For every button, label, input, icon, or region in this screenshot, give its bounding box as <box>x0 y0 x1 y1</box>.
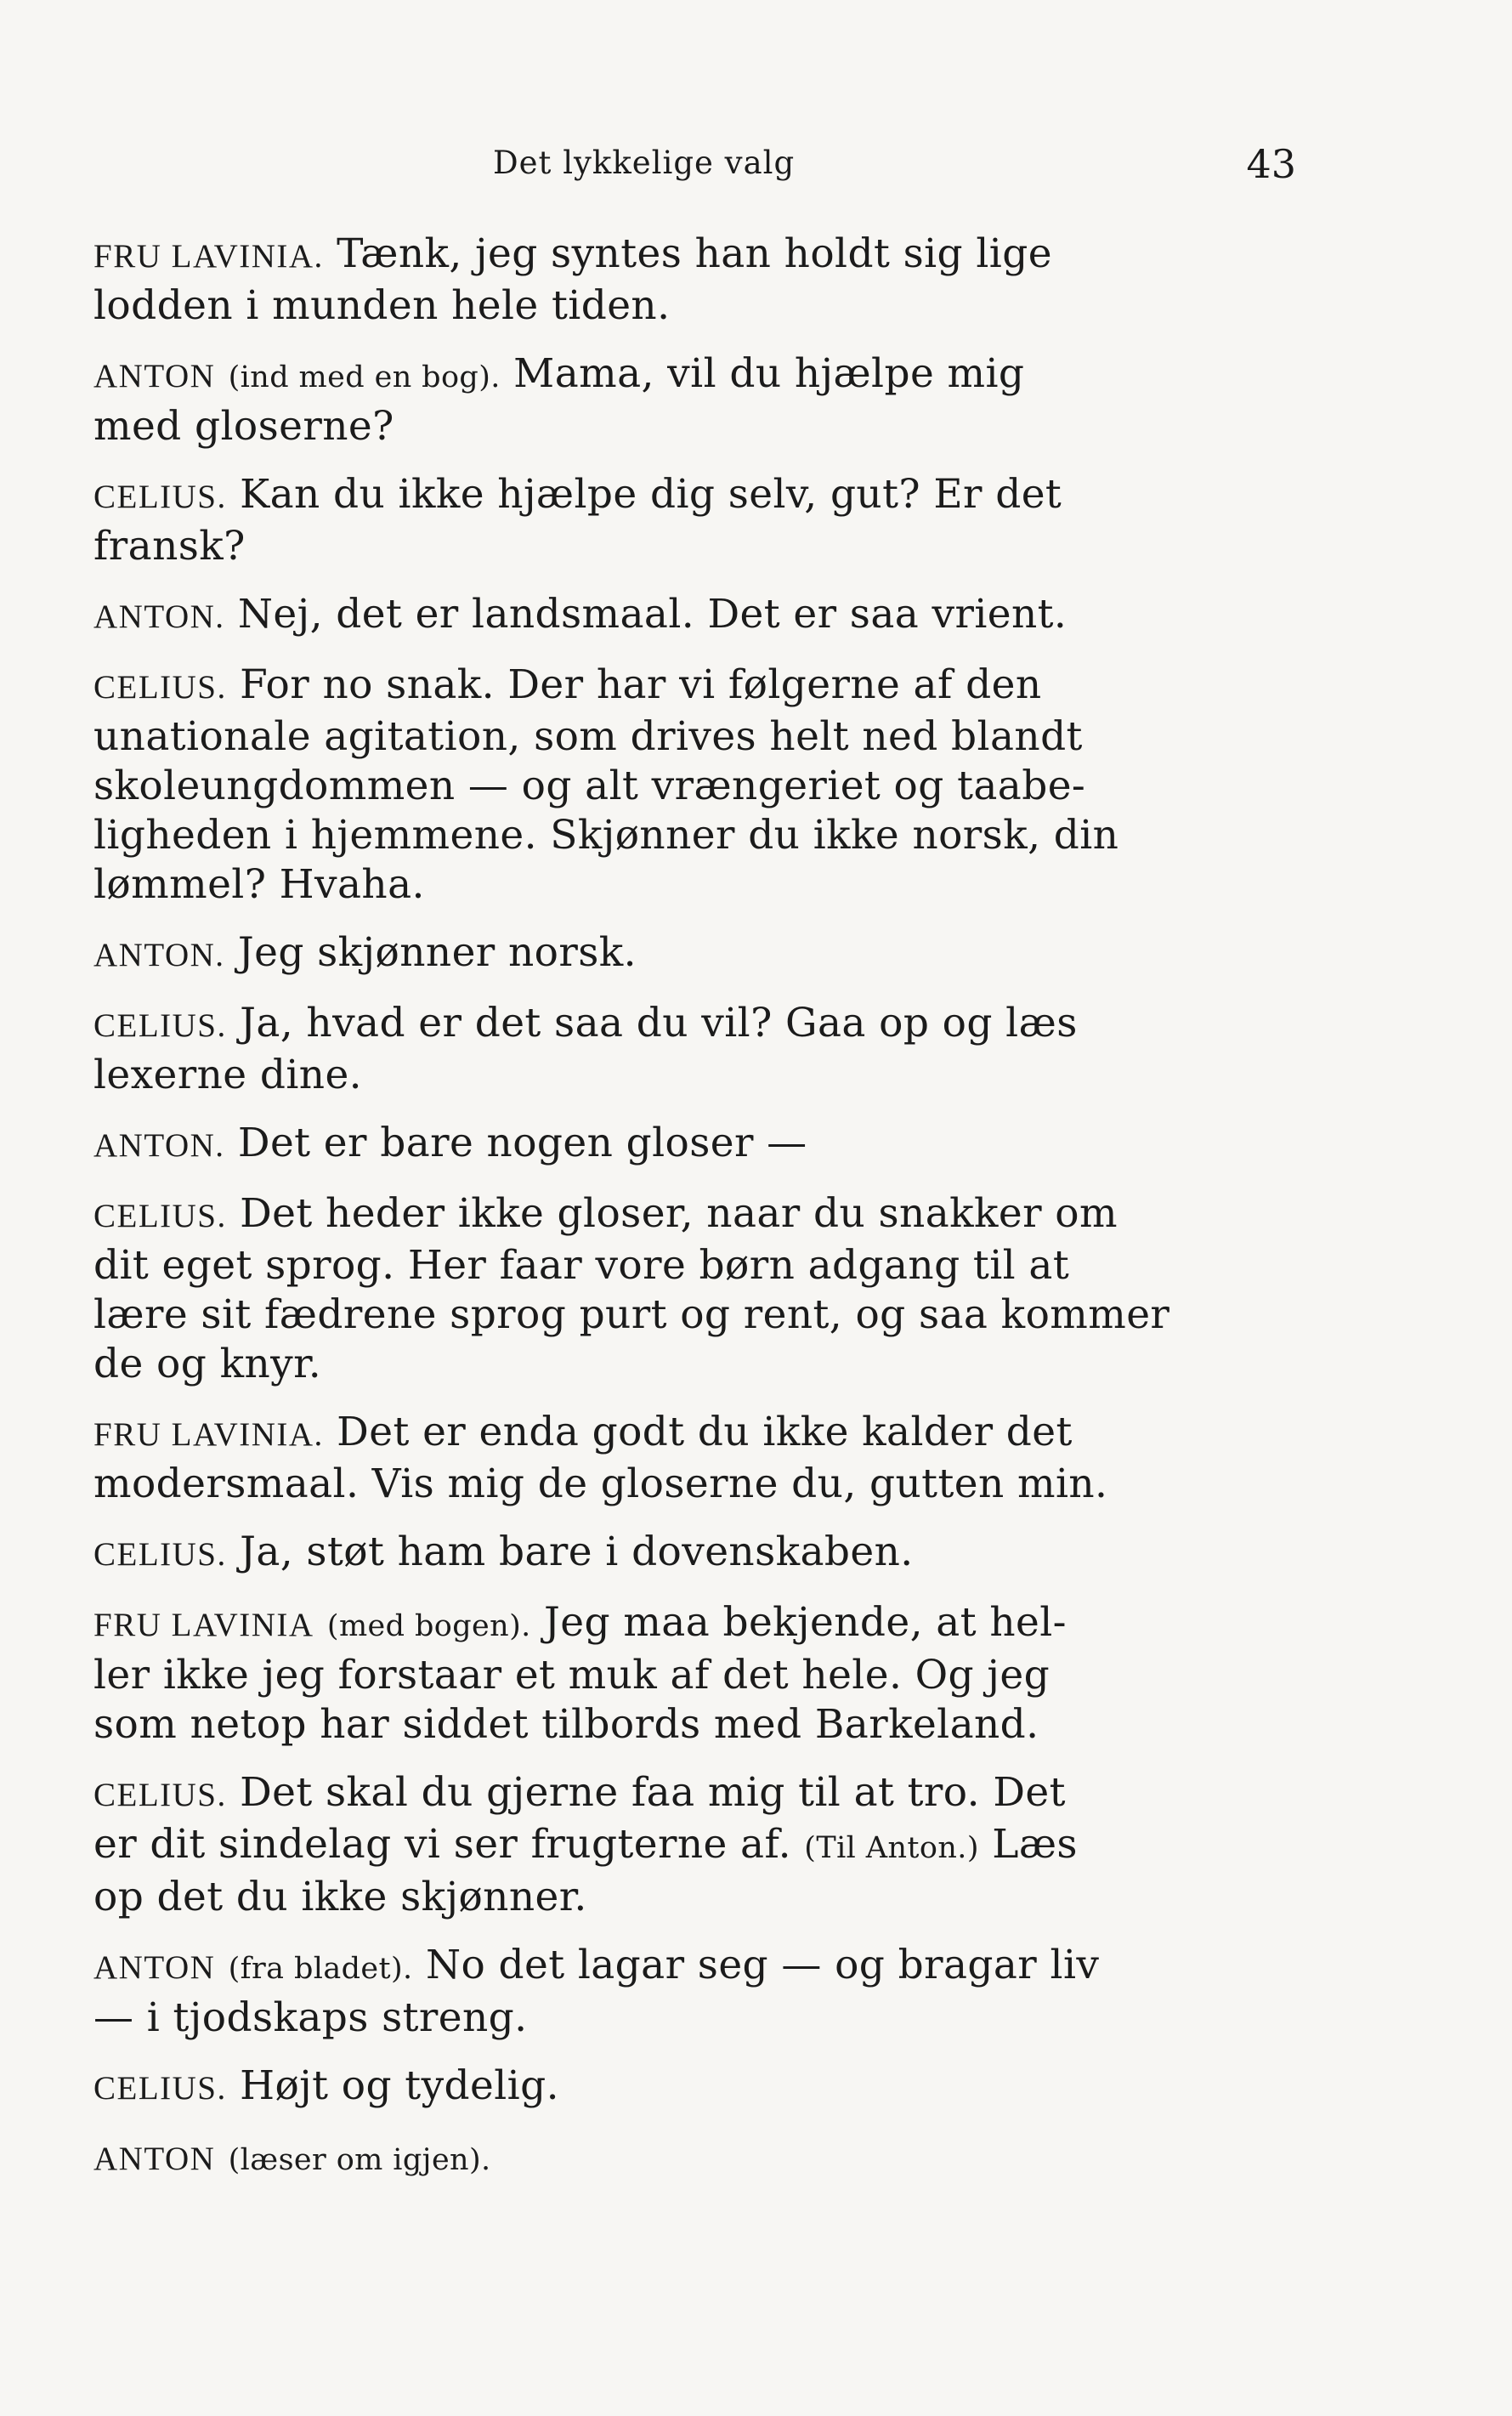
speech-text: Det skal du gjerne faa mig til at tro. Det <box>240 1769 1066 1816</box>
speech-text: Det er enda godt du ikke kalder det <box>337 1409 1073 1455</box>
speech <box>93 928 1300 980</box>
speaker-name: CELIUS. <box>93 1777 227 1813</box>
speech <box>93 1119 1300 1171</box>
speech-text: lodden i munden hele tiden. <box>93 282 671 329</box>
speech-text: No det lagar seg — og bragar liv <box>425 1942 1100 1988</box>
speech <box>93 1941 1300 2043</box>
speech-text: lære sit fædrene sprog purt og rent, og saa kommer <box>93 1291 1170 1338</box>
speech <box>93 1768 1300 1922</box>
speaker-name: ANTON <box>93 358 216 394</box>
speech-text: op det du ikke skjønner. <box>93 1874 587 1920</box>
speaker-name: CELIUS. <box>93 479 227 515</box>
speech-text: Nej, det er landsmaal. Det er saa vrient. <box>237 591 1067 638</box>
speaker-name: CELIUS. <box>93 1007 227 1044</box>
speech <box>93 1189 1300 1389</box>
speech-text: ligheden i hjemmene. Skjønner du ikke norsk, din <box>93 812 1119 859</box>
speaker-name: FRU LAVINIA. <box>93 238 324 275</box>
speech-text: unationale agitation, som drives helt ned blandt <box>93 713 1083 760</box>
speech-text: fransk? <box>93 523 246 570</box>
speech-text: de og knyr. <box>93 1341 322 1387</box>
speech-text: modersmaal. Vis mig de gloserne du, gutten min. <box>93 1460 1108 1507</box>
speech-text: Læs <box>992 1821 1078 1868</box>
speech <box>93 590 1300 642</box>
speech <box>93 2132 1300 2185</box>
speech-text: Tænk, jeg syntes han holdt sig lige <box>337 230 1052 277</box>
speaker-name: ANTON. <box>93 937 225 973</box>
speech-text: — i tjodskaps streng. <box>93 1994 528 2041</box>
speech <box>93 1528 1300 1579</box>
stage-direction: (Til Anton.) <box>804 1831 979 1865</box>
speech-text: som netop har siddet tilbords med Barkeland. <box>93 1701 1039 1748</box>
speaker-name: FRU LAVINIA. <box>93 1416 324 1453</box>
speaker-name: ANTON. <box>93 1127 225 1164</box>
speech <box>93 661 1300 910</box>
speaker-name: ANTON. <box>93 598 225 635</box>
speech-text-line <box>93 1820 1300 1873</box>
speech-text: Jeg skjønner norsk. <box>237 929 637 976</box>
stage-direction: (ind med en bog). <box>228 360 501 394</box>
speech-text: med gloserne? <box>93 403 394 450</box>
speech-text: dit eget sprog. Her faar vore børn adgang til at <box>93 1242 1070 1289</box>
speech-text: lexerne dine. <box>93 1052 363 1098</box>
play-text <box>93 230 1300 2203</box>
speaker-name: CELIUS. <box>93 1536 227 1573</box>
speech-text: Højt og tydelig. <box>240 2062 559 2109</box>
speaker-name: CELIUS. <box>93 1198 227 1234</box>
speech-text: skoleungdommen — og alt vrængeriet og taabe- <box>93 763 1086 809</box>
speech <box>93 349 1300 451</box>
speech-text: Mama, vil du hjælpe mig <box>513 350 1025 397</box>
stage-direction: (fra bladet). <box>228 1952 413 1986</box>
running-title: Det lykkelige valg <box>493 145 796 181</box>
running-header <box>93 141 1296 196</box>
speaker-name: ANTON <box>93 2141 216 2177</box>
speech-text: Jeg maa bekjende, at hel- <box>544 1599 1067 1646</box>
speech-text: ler ikke jeg forstaar et muk af det hele. Og jeg <box>93 1652 1050 1699</box>
speech <box>93 999 1300 1100</box>
speech-text: For no snak. Der har vi følgerne af den <box>240 661 1042 708</box>
speech <box>93 1408 1300 1509</box>
speaker-name: CELIUS. <box>93 2070 227 2107</box>
speech-text: Ja, støt ham bare i dovenskaben. <box>240 1528 914 1575</box>
stage-direction: (med bogen). <box>326 1609 531 1643</box>
speech <box>93 470 1300 571</box>
speech-text: Det er bare nogen gloser — <box>237 1120 807 1166</box>
speaker-name: FRU LAVINIA <box>93 1607 314 1643</box>
speech <box>93 230 1300 331</box>
speech-text: er dit sindelag vi ser frugterne af. <box>93 1821 791 1868</box>
speaker-name: ANTON <box>93 1949 216 1986</box>
speech <box>93 1598 1300 1750</box>
page-number: 43 <box>1246 141 1296 187</box>
speech-text: Ja, hvad er det saa du vil? Gaa op og læs <box>240 1000 1078 1046</box>
speech <box>93 2062 1300 2113</box>
stage-direction: (læser om igjen). <box>228 2143 491 2177</box>
speaker-name: CELIUS. <box>93 669 227 706</box>
speech-text: Det heder ikke gloser, naar du snakker om <box>240 1190 1118 1237</box>
speech-text: lømmel? Hvaha. <box>93 861 425 908</box>
speech-text: Kan du ikke hjælpe dig selv, gut? Er det <box>240 471 1062 518</box>
